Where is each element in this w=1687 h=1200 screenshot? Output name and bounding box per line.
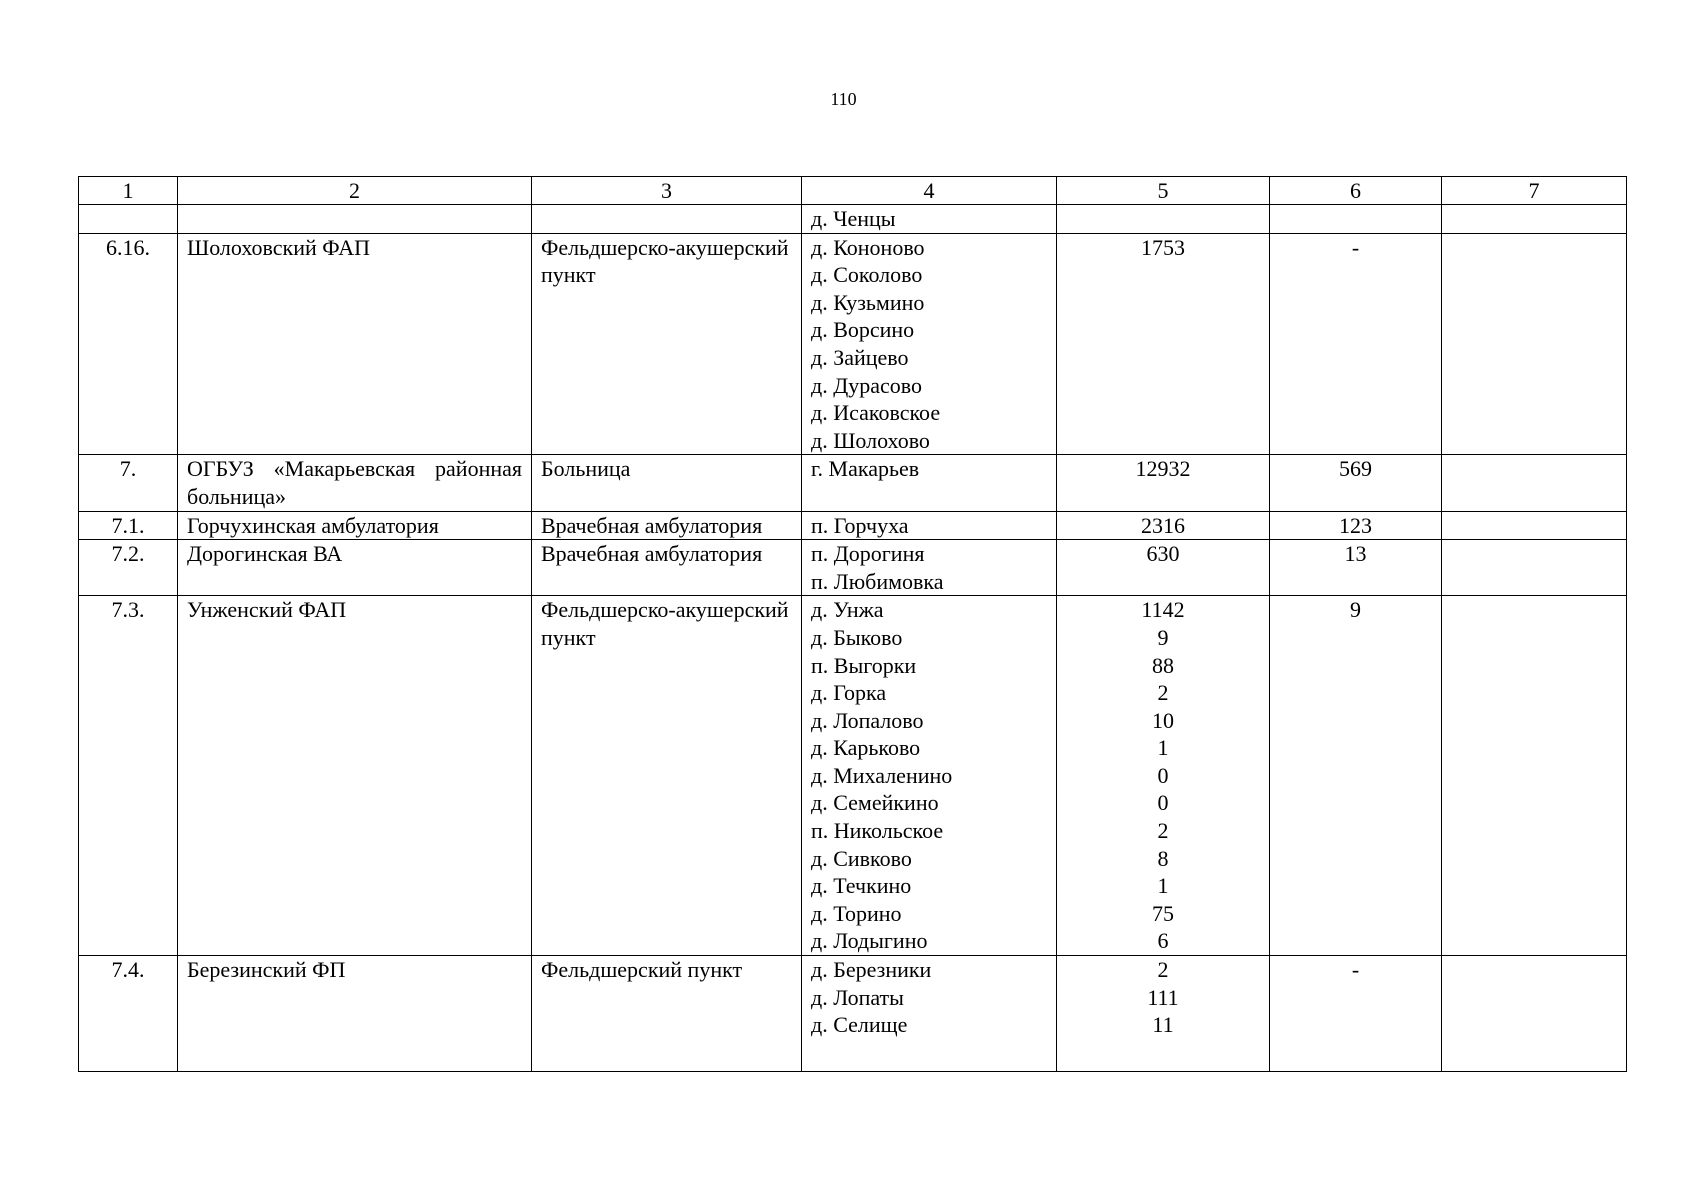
- column-7-value: [1442, 956, 1627, 1072]
- population: [1057, 596, 1270, 956]
- population-line: 12932: [1135, 456, 1191, 482]
- facility-name: Шолоховский ФАП: [178, 233, 532, 455]
- facility-name: Березинский ФП: [178, 956, 532, 1072]
- table-row: [79, 455, 1627, 511]
- population-line: 6: [1157, 928, 1169, 954]
- settlement: [802, 956, 1057, 1072]
- population: [1057, 540, 1270, 596]
- population-line: 2: [1157, 680, 1169, 706]
- settlement-line: д. Михаленино: [811, 762, 953, 788]
- population-line: 8: [1157, 845, 1169, 871]
- facility-name: Унженский ФАП: [178, 596, 532, 956]
- settlement-line: п. Дорогиня: [811, 541, 925, 567]
- population-line: 1: [1157, 735, 1169, 761]
- column-6-value: 9: [1270, 596, 1442, 956]
- facility-type: Врачебная амбулатория: [532, 511, 802, 540]
- population-line: 88: [1152, 652, 1174, 678]
- population: [1057, 455, 1270, 511]
- population-line: 10: [1152, 707, 1174, 733]
- facility-type: Больница: [532, 455, 802, 511]
- column-number: 5: [1057, 177, 1270, 205]
- settlement-line: п. Выгорки: [811, 652, 917, 678]
- settlement-line: п. Никольское: [811, 818, 944, 844]
- facility-type: Фельдшерский пункт: [532, 956, 802, 1072]
- settlement-line: д. Кононово: [811, 234, 925, 260]
- population: [1057, 511, 1270, 540]
- facility-name: Горчухинская амбулатория: [178, 511, 532, 540]
- settlement-line: д. Соколово: [811, 262, 923, 288]
- column-number: 6: [1270, 177, 1442, 205]
- column-7-value: [1442, 596, 1627, 956]
- settlement-line: д. Торино: [811, 900, 902, 926]
- settlement-line: д. Лодыгино: [811, 928, 928, 954]
- column-7-value: [1442, 205, 1627, 234]
- settlement-line: д. Семейкино: [811, 790, 939, 816]
- column-number: 1: [79, 177, 178, 205]
- settlement: [802, 540, 1057, 596]
- settlement-line: д. Кузьмино: [811, 289, 925, 315]
- row-number: 7.3.: [79, 596, 178, 956]
- column-6-value: 569: [1270, 455, 1442, 511]
- settlement-line: д. Сивково: [811, 845, 912, 871]
- table-row: [79, 540, 1627, 596]
- table-row: [79, 205, 1627, 234]
- settlement-line: г. Макарьев: [811, 456, 920, 482]
- population-line: 11: [1152, 1012, 1174, 1038]
- settlement-line: д. Карьково: [811, 735, 921, 761]
- column-6-value: -: [1270, 233, 1442, 455]
- facility-name: [178, 205, 532, 234]
- settlement-line: д. Селище: [811, 1012, 908, 1038]
- settlement-line: д. Быково: [811, 624, 903, 650]
- table-row: [79, 511, 1627, 540]
- settlement-line: п. Любимовка: [811, 568, 944, 594]
- facility-name: ОГБУЗ «Макарьевская районная больница»: [178, 455, 532, 511]
- population: [1057, 956, 1270, 1072]
- settlement-line: д. Лопаты: [811, 984, 904, 1010]
- row-number: 7.1.: [79, 511, 178, 540]
- settlement-line: д. Лопалово: [811, 707, 924, 733]
- settlement-line: д. Зайцево: [811, 344, 909, 370]
- settlement-line: д. Березники: [811, 957, 932, 983]
- population-line: 1: [1157, 873, 1169, 899]
- population-line: 75: [1152, 900, 1174, 926]
- population-line: 630: [1146, 541, 1180, 567]
- population-line: 111: [1147, 984, 1179, 1010]
- settlement-line: д. Унжа: [811, 597, 884, 623]
- population-line: 1142: [1141, 597, 1185, 623]
- population-line: 9: [1157, 624, 1169, 650]
- column-6-value: [1270, 205, 1442, 234]
- page-number: 110: [830, 89, 857, 109]
- facility-name: Дорогинская ВА: [178, 540, 532, 596]
- settlement-line: д. Ворсино: [811, 317, 915, 343]
- settlement: [802, 205, 1057, 234]
- settlement: [802, 511, 1057, 540]
- population-line: 0: [1157, 762, 1169, 788]
- facility-type: Фельдшерско-акушерский пункт: [532, 596, 802, 956]
- column-7-value: [1442, 455, 1627, 511]
- column-number: 2: [178, 177, 532, 205]
- settlement-line: д. Исаковское: [811, 400, 941, 426]
- column-7-value: [1442, 540, 1627, 596]
- population-line: 2316: [1141, 512, 1185, 538]
- population: [1057, 205, 1270, 234]
- column-number: 3: [532, 177, 802, 205]
- settlement-line: д. Дурасово: [811, 372, 922, 398]
- column-6-value: 13: [1270, 540, 1442, 596]
- settlement-line: п. Горчуха: [811, 512, 909, 538]
- population: [1057, 233, 1270, 455]
- facilities-table: [78, 176, 1627, 1072]
- population-line: 0: [1157, 790, 1169, 816]
- column-7-value: [1442, 511, 1627, 540]
- row-number: 7.: [79, 455, 178, 511]
- row-number: 7.2.: [79, 540, 178, 596]
- settlement-line: д. Горка: [811, 680, 887, 706]
- population-line: 2: [1157, 818, 1169, 844]
- settlement: [802, 233, 1057, 455]
- column-7-value: [1442, 233, 1627, 455]
- row-number: 6.16.: [79, 233, 178, 455]
- population-line: 2: [1157, 957, 1169, 983]
- settlement-line: д. Течкино: [811, 873, 912, 899]
- facility-type: Врачебная амбулатория: [532, 540, 802, 596]
- column-6-value: -: [1270, 956, 1442, 1072]
- facility-type: [532, 205, 802, 234]
- column-number: 4: [802, 177, 1057, 205]
- column-6-value: 123: [1270, 511, 1442, 540]
- table-row: [79, 596, 1627, 956]
- settlement: [802, 596, 1057, 956]
- facility-type: Фельдшерско-акушерский пункт: [532, 233, 802, 455]
- row-number: [79, 205, 178, 234]
- column-number-row: [79, 177, 1627, 205]
- table-row: [79, 956, 1627, 1072]
- column-number: 7: [1442, 177, 1627, 205]
- population-line: 1753: [1141, 234, 1185, 260]
- settlement-line: д. Ченцы: [811, 206, 896, 231]
- table-row: [79, 233, 1627, 455]
- row-number: 7.4.: [79, 956, 178, 1072]
- settlement-line: д. Шолохово: [811, 427, 930, 453]
- settlement: [802, 455, 1057, 511]
